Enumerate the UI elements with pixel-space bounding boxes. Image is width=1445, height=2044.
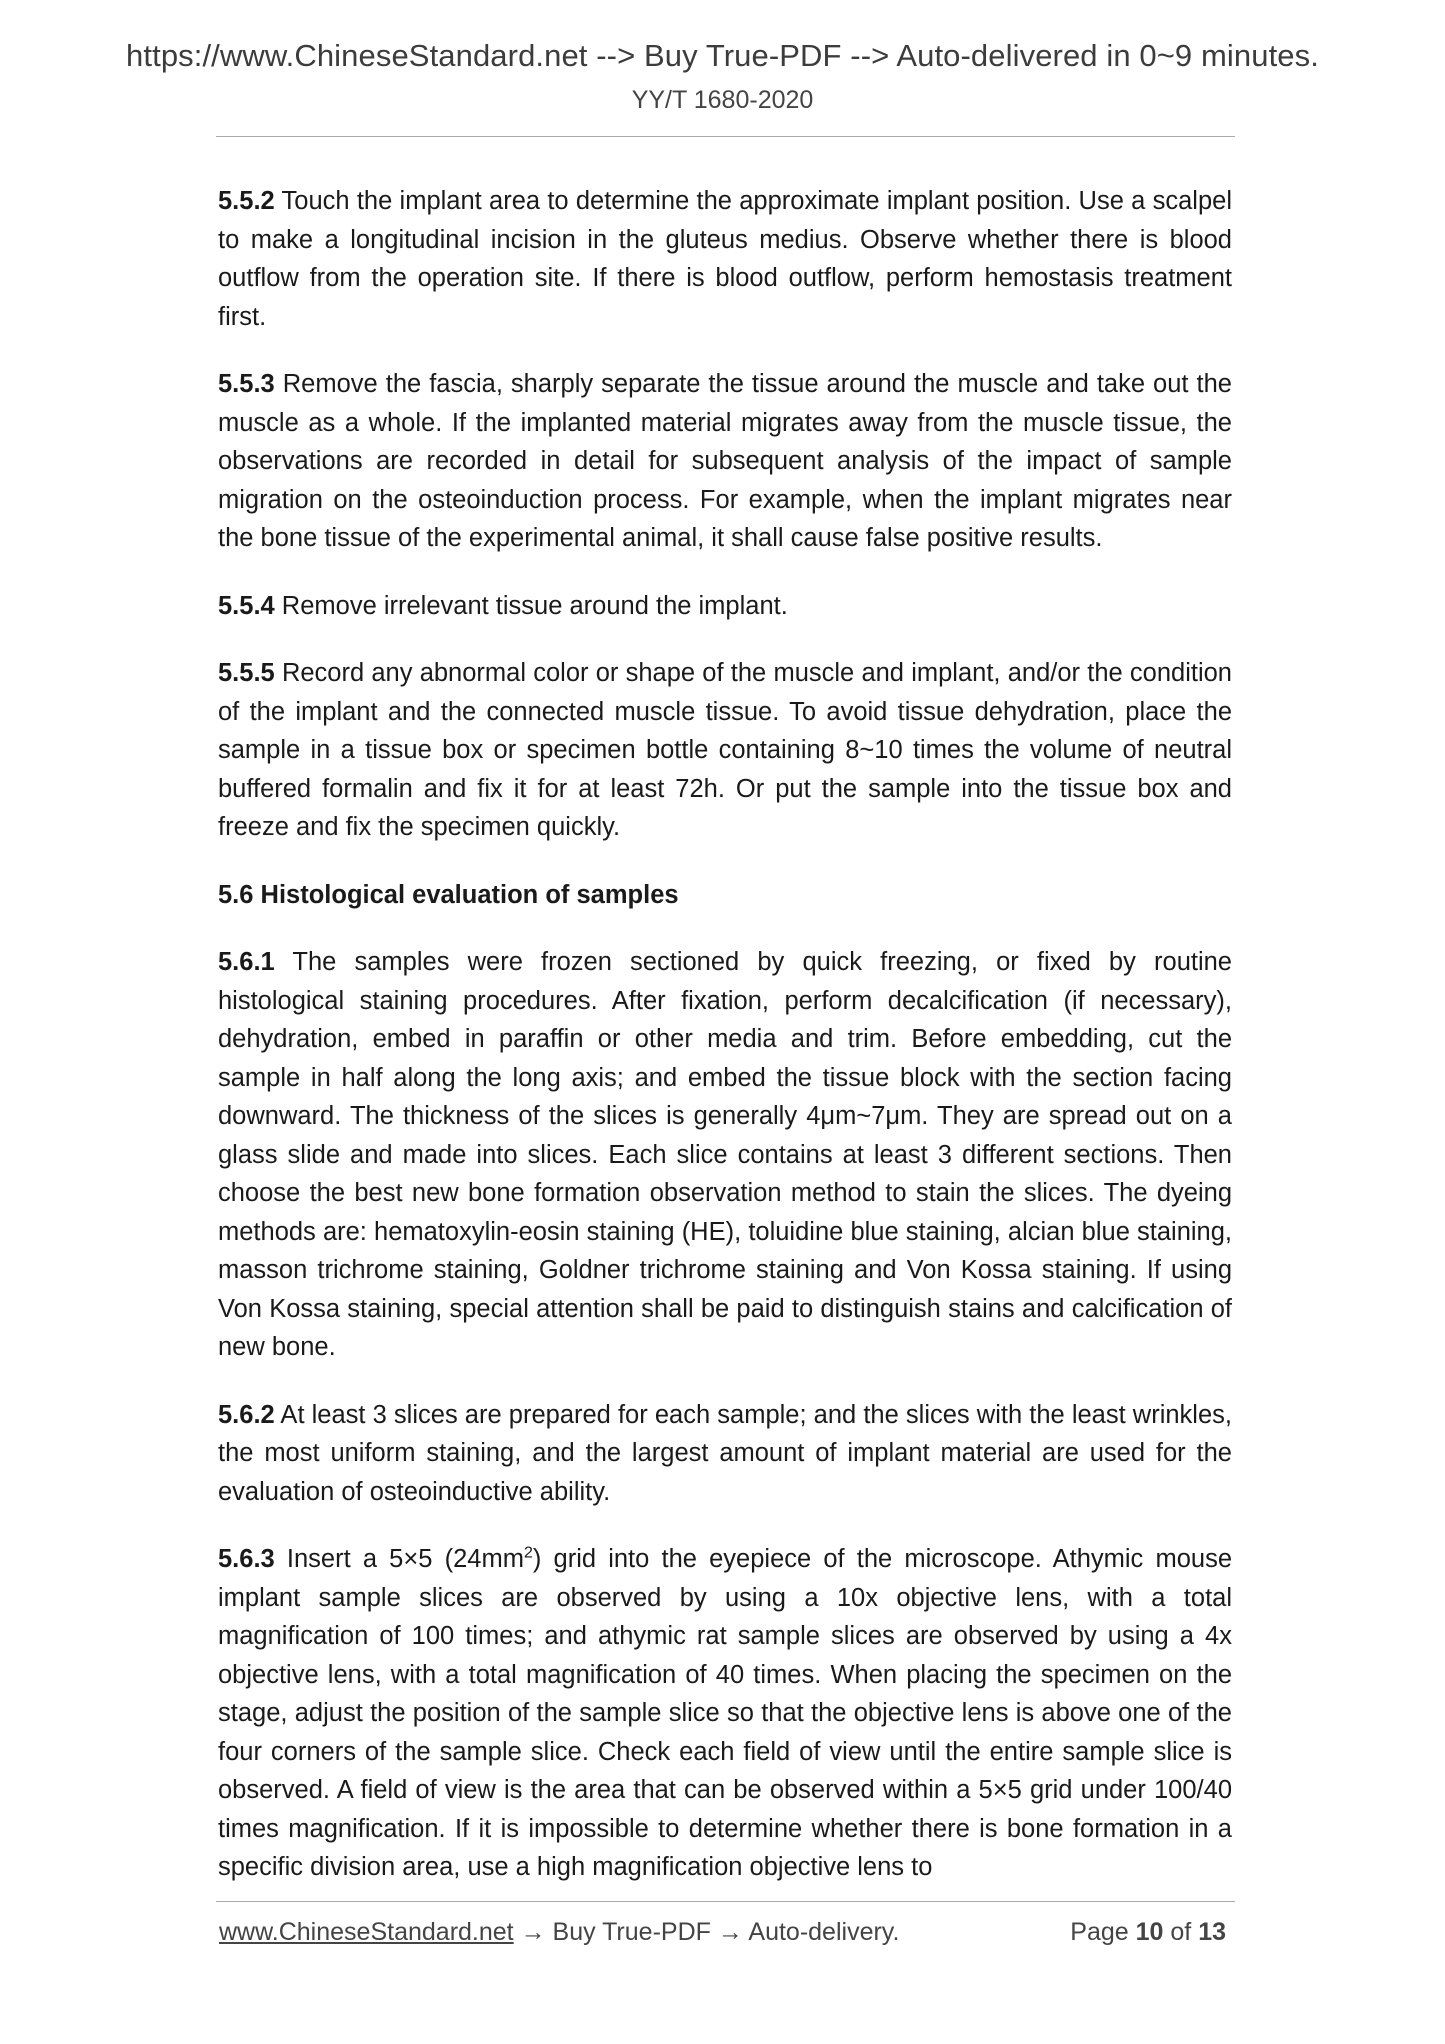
clause-5-5-2: [218, 182, 1232, 336]
clause-number: 5.6.2: [218, 1400, 275, 1429]
of-label: of: [1163, 1918, 1199, 1946]
superscript: 2: [523, 1544, 533, 1562]
top-banner: https://www.ChineseStandard.net --> Buy True-PDF --> Auto-delivered in 0~9 minutes.: [126, 38, 1319, 73]
clause-number: 5.5.2: [218, 187, 275, 215]
clause-text: At least 3 slices are prepared for each sample; and the slices with the least wrinkles, the most uniform staining, and the largest amount of implant material are used for the evaluation of osteoinductive ability.: [218, 1400, 1232, 1506]
footer-left: [219, 1918, 899, 1947]
header-divider: [216, 136, 1235, 137]
page-number: 10: [1135, 1918, 1164, 1946]
section-heading-5-6: 5.6 Histological evaluation of samples: [218, 880, 679, 909]
clause-5-6-3: [218, 1540, 1232, 1887]
footer-tagline: → Buy True-PDF → Auto-delivery.: [513, 1918, 900, 1946]
clause-5-5-3: [218, 365, 1232, 558]
page-content: [218, 182, 1232, 1916]
page-label: Page: [1070, 1918, 1136, 1946]
page-indicator: [1070, 1918, 1226, 1947]
clause-text: Remove irrelevant tissue around the implant.: [274, 591, 788, 620]
page-total: 13: [1198, 1918, 1226, 1946]
clause-number: 5.5.5: [218, 659, 275, 687]
clause-text: Insert a 5×5 (24mm: [274, 1545, 524, 1573]
clause-5-6-2: [218, 1396, 1232, 1512]
site-link[interactable]: www.ChineseStandard.net: [219, 1918, 514, 1946]
clause-number: 5.6.3: [218, 1545, 275, 1573]
clause-text: Remove the fascia, sharply separate the tissue around the muscle and take out the muscle as a whole. If the implanted material migrates away from the muscle tissue, the observations are recorded in detail for subsequent analysis of the impact of sample migration on the osteoinduction process. For example, when the implant migrates near the bone tissue of the experimental animal, it shall cause false positive results.: [218, 370, 1232, 552]
footer-divider: [216, 1901, 1235, 1902]
clause-text: Record any abnormal color or shape of the muscle and implant, and/or the condition of the implant and the connected muscle tissue. To avoid tissue dehydration, place the sample in a tissue box or specimen bottle containing 8~10 times the volume of neutral buffered formalin and fix it for at least 72h. Or put the sample into the tissue box and freeze and fix the specimen quickly.: [218, 659, 1232, 841]
clause-text: Touch the implant area to determine the approximate implant position. Use a scalpel to make a longitudinal incision in the gluteus medius. Observe whether there is blood outflow from the operation site. If there is blood outflow, perform hemostasis treatment first.: [218, 187, 1232, 331]
clause-number: 5.5.3: [218, 370, 275, 398]
clause-5-5-5: [218, 654, 1232, 847]
clause-number: 5.5.4: [218, 591, 275, 620]
clause-5-5-4: [218, 587, 1232, 626]
clause-text: ) grid into the eyepiece of the microscope. Athymic mouse implant sample slices are observed by using a 10x objective lens, with a total magnification of 100 times; and athymic rat sample slices are observed by using a 4x objective lens, with a total magnification of 40 times. When placing the specimen on the stage, adjust the position of the sample slice so that the objective lens is above one of the four corners of the sample slice. Check each field of view until the entire sample slice is observed. A field of view is the area that can be observed within a 5×5 grid under 100/40 times magnification. If it is impossible to determine whether there is bone formation in a specific division area, use a high magnification objective lens to: [218, 1545, 1233, 1881]
clause-number: 5.6.1: [218, 948, 275, 976]
clause-5-6-1: [218, 943, 1232, 1367]
document-code: YY/T 1680-2020: [631, 86, 814, 114]
clause-text: The samples were frozen sectioned by quick freezing, or fixed by routine histological staining procedures. After fixation, perform decalcification (if necessary), dehydration, embed in paraffin or other media and trim. Before embedding, cut the sample in half along the long axis; and embed the tissue block with the section facing downward. The thickness of the slices is generally 4μm~7μm. They are spread out on a glass slide and made into slices. Each slice contains at least 3 different sections. Then choose the best new bone formation observation method to stain the slices. The dyeing methods are: hematoxylin-eosin staining (HE), toluidine blue staining, alcian blue staining, masson trichrome staining, Goldner trichrome staining and Von Kossa staining. If using Von Kossa staining, special attention shall be paid to distinguish stains and calcification of new bone.: [218, 948, 1232, 1361]
